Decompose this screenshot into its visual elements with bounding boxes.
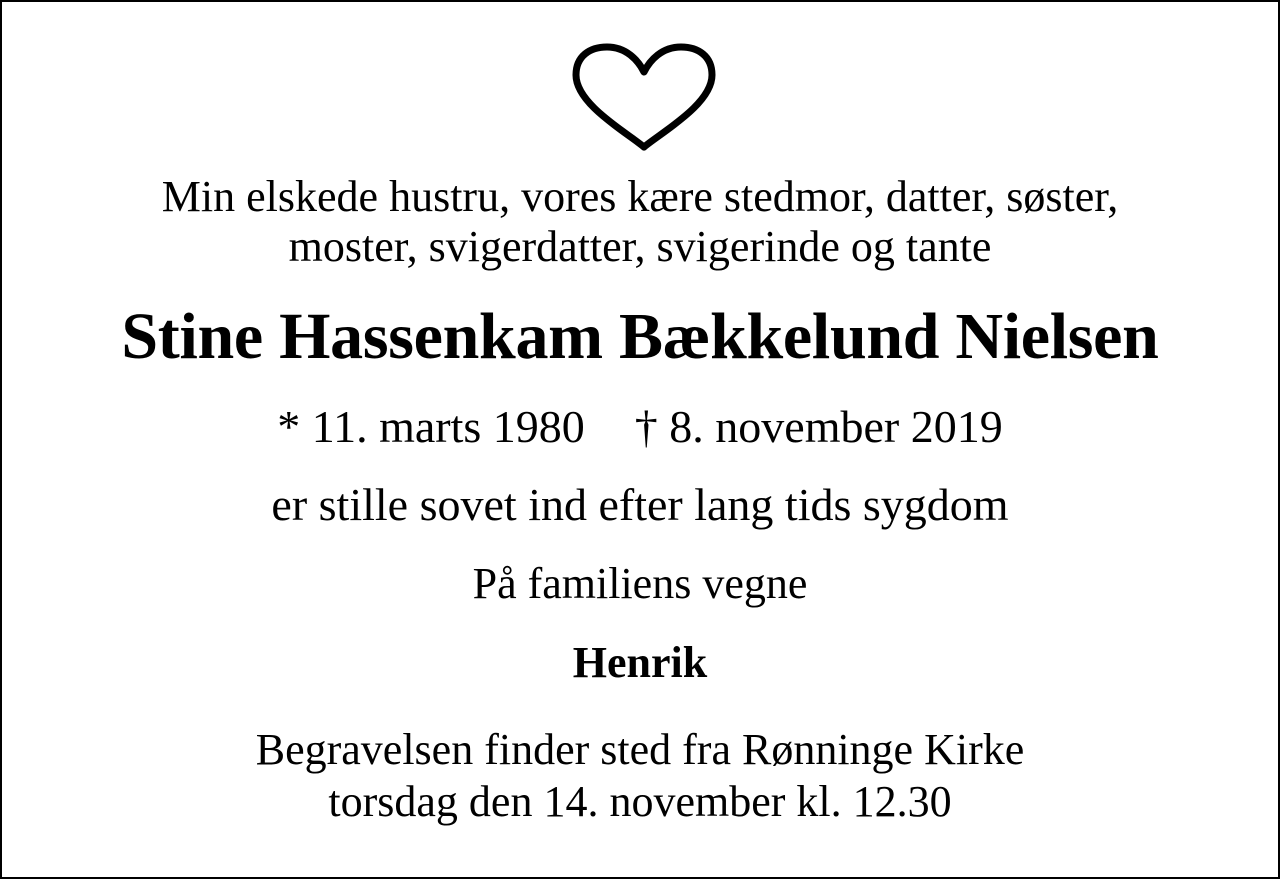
passing-phrase: er stille sovet ind efter lang tids sygdom — [271, 479, 1009, 530]
funeral-time: torsdag den 14. november kl. 12.30 — [328, 777, 952, 826]
signer-name: Henrik — [572, 638, 708, 687]
funeral-place: Begravelsen finder sted fra Rønninge Kirke — [255, 725, 1025, 774]
intro-line-2: moster, svigerdatter, svigerinde og tante — [288, 222, 992, 271]
intro-line-1: Min elskede hustru, vores kære stedmor, datter, søster, — [161, 172, 1119, 221]
deceased-name: Stine Hassenkam Bækkelund Nielsen — [121, 300, 1159, 373]
life-dates — [2, 401, 1278, 452]
death-date: † 8. november 2019 — [634, 401, 1003, 452]
birth-date: * 11. marts 1980 — [277, 401, 585, 452]
funeral-info — [2, 724, 1278, 828]
on-behalf-text: På familiens vegne — [472, 559, 808, 608]
heart-icon — [571, 42, 717, 152]
intro-text — [2, 172, 1278, 272]
